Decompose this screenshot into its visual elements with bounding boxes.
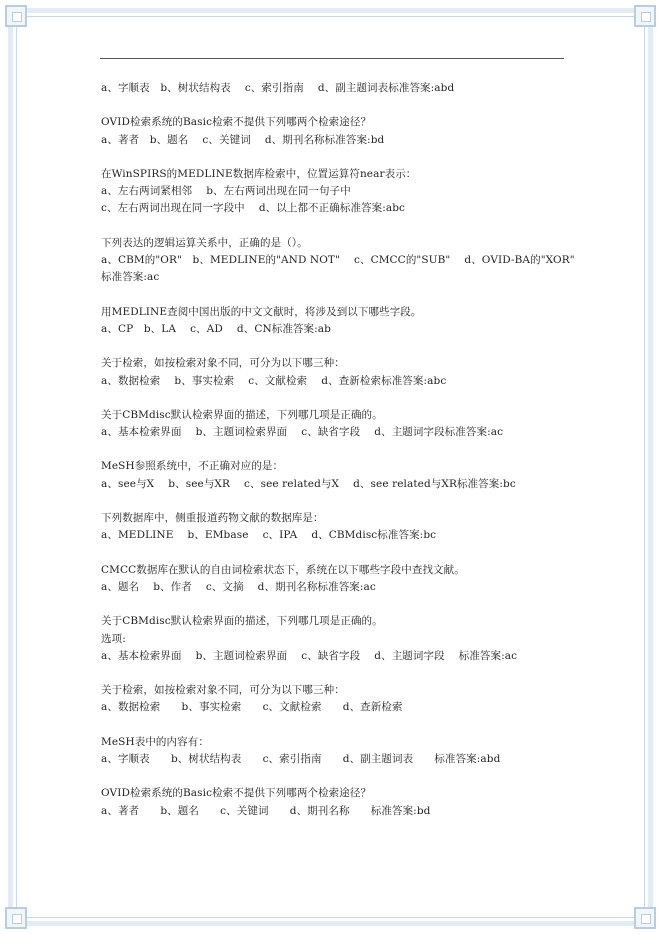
- question-block: [101, 613, 571, 665]
- question-text: 关于CBMdisc默认检索界面的描述，下列哪几项是正确的。: [101, 615, 383, 628]
- corner-ornament-bottom-left: [5, 907, 27, 929]
- question-block: [101, 80, 571, 97]
- corner-ornament-bottom-right: [634, 907, 656, 929]
- question-block: [101, 166, 571, 218]
- question-line: a、左右两词紧相邻 b、左右两词出现在同一句子中: [101, 185, 351, 198]
- question-line: 选项:: [101, 632, 126, 645]
- question-line: a、著者 b、题名 c、关键词 d、期刊名称标准答案:bd: [101, 133, 385, 146]
- question-block: [101, 562, 571, 597]
- question-block: [101, 458, 571, 493]
- question-line: a、数据检索 b、事实检索 c、文献检索 d、查新检索标准答案:abc: [101, 374, 447, 387]
- question-text: CMCC数据库在默认的自由词检索状态下，系统在以下哪些字段中查找文献。: [101, 563, 465, 576]
- question-line: 标准答案:ac: [101, 271, 160, 284]
- question-text: 下列数据库中，侧重报道药物文献的数据库是：: [101, 512, 324, 525]
- question-line: a、CBM的"OR" b、MEDLINE的"AND NOT" c、CMCC的"SUB" d、OVID-BA的"XOR": [101, 254, 575, 267]
- question-text: OVID检索系统的Basic检索不提供下列哪两个检索途径？: [101, 116, 372, 129]
- question-line: a、著者 b、题名 c、关键词 d、期刊名称 标准答案:bd: [101, 804, 431, 817]
- question-text: 用MEDLINE查阅中国出版的中文文献时，将涉及到以下哪些字段。: [101, 305, 422, 318]
- question-text: 关于检索，如按检索对象不同，可分为以下哪三种：: [101, 357, 345, 370]
- question-line: a、字顺表 b、树状结构表 c、索引指南 d、副主题词表 标准答案:abd: [101, 753, 501, 766]
- corner-ornament-top-right: [634, 5, 656, 27]
- question-block: [101, 304, 571, 339]
- question-block: [101, 235, 575, 287]
- question-block: [101, 114, 571, 149]
- question-line: c、左右两词出现在同一字段中 d、以上都不正确标准答案:abc: [101, 202, 406, 215]
- question-text: 关于CBMdisc默认检索界面的描述，下列哪几项是正确的。: [101, 408, 383, 421]
- question-line: a、基本检索界面 b、主题词检索界面 c、缺省字段 d、主题词字段标准答案:ac: [101, 426, 504, 439]
- question-block: [101, 785, 571, 820]
- question-line: a、MEDLINE b、EMbase c、IPA d、CBMdisc标准答案:bc: [101, 529, 437, 542]
- corner-ornament-top-left: [5, 5, 27, 27]
- question-line: a、基本检索界面 b、主题词检索界面 c、缺省字段 d、主题词字段 标准答案:ac: [101, 649, 518, 662]
- question-block: [101, 682, 571, 717]
- question-text: 在WinSPIRS的MEDLINE数据库检索中，位置运算符near表示：: [101, 167, 417, 180]
- question-text: a、字顺表 b、树状结构表 c、索引指南 d、副主题词表标准答案:abd: [101, 82, 455, 94]
- question-text: MeSH参照系统中，不正确对应的是：: [101, 460, 284, 473]
- question-line: a、see与X b、see与XR c、see related与X d、see related与XR标准答案:bc: [101, 477, 516, 490]
- question-line: a、CP b、LA c、AD d、CN标准答案:ab: [101, 322, 331, 335]
- question-text: MeSH表中的内容有：: [101, 735, 209, 748]
- question-text: OVID检索系统的Basic检索不提供下列哪两个检索途径？: [101, 787, 372, 800]
- document-body: [101, 80, 575, 837]
- question-line: a、题名 b、作者 c、文摘 d、期刊名称标准答案:ac: [101, 580, 376, 593]
- question-block: [101, 510, 571, 545]
- question-line: a、数据检索 b、事实检索 c、文献检索 d、查新检索: [101, 701, 403, 714]
- question-block: [101, 355, 571, 390]
- question-block: [101, 407, 571, 442]
- question-text: 下列表达的逻辑运算关系中，正确的是（）。: [101, 236, 308, 249]
- header-rule: [100, 58, 564, 59]
- question-text: 关于检索，如按检索对象不同，可分为以下哪三种：: [101, 684, 345, 697]
- question-block: [101, 734, 571, 769]
